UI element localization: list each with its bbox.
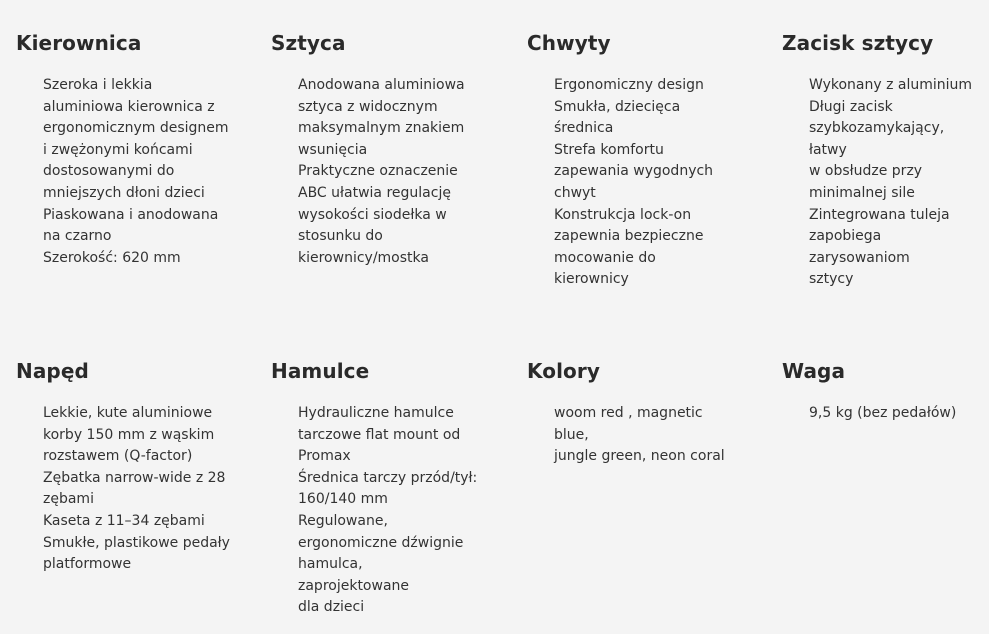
section-heading: Kolory	[527, 359, 600, 383]
spec-list	[809, 403, 984, 425]
spec-line: Piaskowana i anodowana	[43, 206, 219, 223]
spec-line: 9,5 kg (bez pedałów)	[809, 405, 957, 421]
spec-line: maksymalnym znakiem	[298, 120, 465, 137]
spec-section-waga	[782, 359, 987, 425]
spec-line: chwyt	[554, 184, 596, 201]
spec-line: korby 150 mm z wąskim	[43, 426, 215, 443]
spec-line: Smukła, dziecięca	[554, 98, 681, 115]
spec-line: stosunku do	[298, 228, 383, 245]
spec-line: Wykonany z aluminium	[809, 77, 973, 93]
spec-line: Anodowana aluminiowa	[298, 77, 465, 93]
spec-line: średnica	[554, 120, 614, 137]
spec-line: hamulca, zaprojektowane	[298, 556, 410, 594]
spec-line: tarczowe flat mount od	[298, 426, 461, 443]
spec-line: wysokości siodełka w	[298, 206, 447, 223]
spec-line: Szerokość: 620 mm	[43, 249, 181, 266]
section-heading: Sztyca	[271, 31, 346, 55]
spec-line: zapobiega zarysowaniom	[809, 228, 910, 266]
spec-line: zapewania wygodnych	[554, 163, 714, 180]
spec-section-zacisk-sztycy	[782, 31, 987, 291]
section-heading: Hamulce	[271, 359, 370, 383]
spec-line: Strefa komfortu	[554, 141, 664, 158]
spec-list	[43, 403, 233, 576]
spec-line: Ergonomiczny design	[554, 77, 704, 93]
spec-list	[554, 75, 734, 291]
spec-section-hamulce	[271, 359, 511, 619]
spec-line: i zwężonymi końcami	[43, 141, 193, 158]
spec-line: Długi zacisk	[809, 98, 893, 115]
spec-section-naped	[16, 359, 256, 576]
spec-line: 160/140 mm	[298, 491, 388, 508]
spec-list	[298, 403, 478, 619]
spec-line: Kaseta z 11–34 zębami	[43, 512, 205, 529]
spec-line: Hydrauliczne hamulce	[298, 405, 454, 421]
spec-list	[43, 75, 233, 269]
spec-line: ergonomiczne dźwignie	[298, 534, 464, 551]
spec-line: na czarno	[43, 228, 112, 245]
spec-line: Smukłe, plastikowe pedały	[43, 534, 230, 551]
spec-line: w obsłudze przy	[809, 163, 923, 180]
spec-section-sztyca	[271, 31, 511, 269]
spec-line: Praktyczne oznaczenie	[298, 163, 458, 180]
section-heading: Zacisk sztycy	[782, 31, 934, 55]
spec-line: rozstawem (Q-factor)	[43, 448, 193, 465]
spec-line: Szeroka i lekkia	[43, 77, 153, 93]
spec-section-chwyty	[527, 31, 767, 291]
spec-line: szybkozamykający, łatwy	[809, 120, 945, 158]
spec-line: sztyca z widocznym	[298, 98, 438, 115]
spec-line: dla dzieci	[298, 599, 365, 616]
section-heading: Chwyty	[527, 31, 611, 55]
spec-line: Regulowane,	[298, 512, 388, 529]
spec-line: Zębatka narrow-wide z 28	[43, 469, 226, 486]
spec-line: mniejszych dłoni dzieci	[43, 184, 205, 201]
spec-list	[554, 403, 734, 468]
spec-list	[809, 75, 984, 291]
spec-line: jungle green, neon coral	[554, 448, 725, 465]
spec-line: Promax	[298, 448, 351, 465]
spec-list	[298, 75, 478, 269]
spec-line: minimalnej sile	[809, 184, 915, 201]
spec-line: zębami	[43, 491, 94, 508]
spec-line: Zintegrowana tuleja	[809, 206, 950, 223]
spec-line: kierownicy/mostka	[298, 249, 429, 266]
section-heading: Napęd	[16, 359, 89, 383]
section-heading: Waga	[782, 359, 846, 383]
spec-line: ABC ułatwia regulację	[298, 184, 451, 201]
spec-line: ergonomicznym designem	[43, 120, 229, 137]
spec-line: aluminiowa kierownica z	[43, 98, 215, 115]
spec-line: dostosowanymi do	[43, 163, 175, 180]
spec-line: Konstrukcja lock-on	[554, 206, 692, 223]
spec-line: Średnica tarczy przód/tył:	[298, 469, 478, 486]
spec-section-kolory	[527, 359, 767, 468]
spec-line: platformowe	[43, 556, 132, 573]
spec-line: woom red , magnetic blue,	[554, 405, 703, 443]
spec-section-kierownica	[16, 31, 256, 269]
spec-line: mocowanie do kierownicy	[554, 249, 656, 288]
spec-line: wsunięcia	[298, 141, 368, 158]
spec-line: Lekkie, kute aluminiowe	[43, 405, 213, 421]
section-heading: Kierownica	[16, 31, 142, 55]
spec-line: sztycy	[809, 271, 854, 288]
spec-line: zapewnia bezpieczne	[554, 228, 704, 245]
